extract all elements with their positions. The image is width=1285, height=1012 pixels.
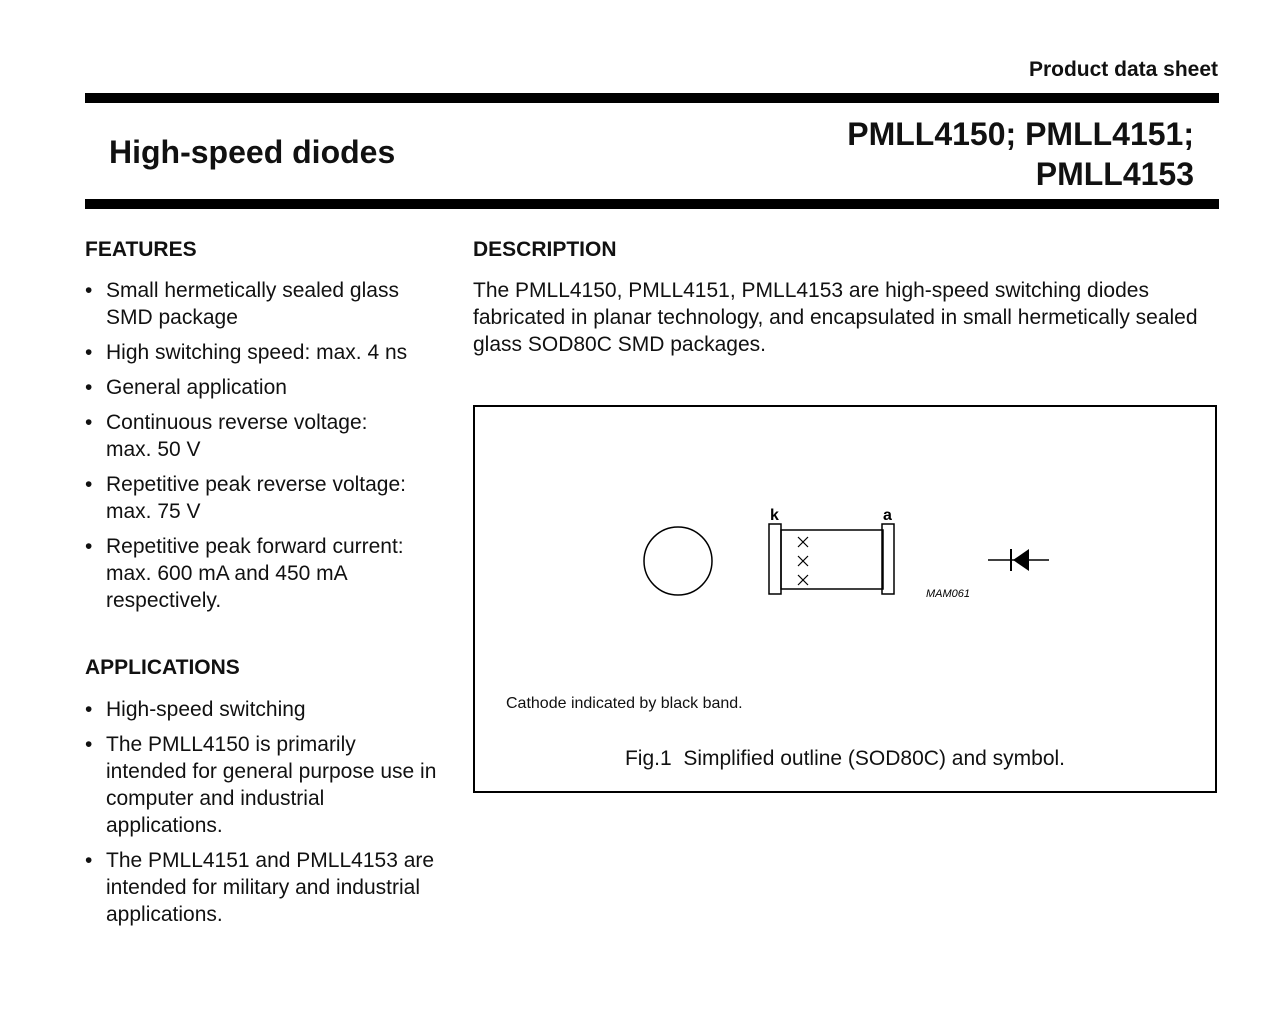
- list-item-line: applications.: [106, 903, 223, 926]
- list-item-line: Repetitive peak forward current:: [106, 535, 404, 558]
- applications-list: [85, 696, 465, 936]
- list-item-line: High-speed switching: [106, 698, 306, 721]
- bottom-rule: [85, 199, 1219, 209]
- list-item: [85, 277, 465, 331]
- pin-k-label: k: [770, 507, 779, 524]
- list-item-line: applications.: [106, 814, 223, 837]
- description-line: glass SOD80C SMD packages.: [473, 333, 766, 356]
- bullet-icon: •: [85, 341, 93, 364]
- description-heading: DESCRIPTION: [473, 238, 617, 261]
- list-item-line: computer and industrial: [106, 787, 325, 810]
- page-title: High-speed diodes: [109, 134, 396, 170]
- figure-box: [473, 405, 1217, 793]
- list-item-line: respectively.: [106, 589, 222, 612]
- part-numbers-line1: PMLL4150; PMLL4151;: [847, 116, 1194, 152]
- figure-note: Cathode indicated by black band.: [506, 695, 743, 712]
- cross-marks-icon: [798, 537, 808, 585]
- top-rule: [85, 93, 1219, 103]
- part-numbers: [847, 114, 1194, 194]
- list-item-line: Repetitive peak reverse voltage:: [106, 473, 406, 496]
- doc-type-label: Product data sheet: [1028, 58, 1218, 81]
- list-item-line: intended for military and industrial: [106, 876, 420, 899]
- list-item: [85, 731, 465, 839]
- bullet-icon: •: [85, 698, 93, 721]
- list-item: [85, 409, 465, 463]
- list-item-line: High switching speed: max. 4 ns: [106, 341, 408, 364]
- description-line: fabricated in planar technology, and encapsulated in small hermetically sealed: [473, 306, 1198, 329]
- features-heading: FEATURES: [85, 238, 197, 261]
- list-item: [85, 471, 465, 525]
- bullet-icon: •: [85, 411, 93, 434]
- list-item-line: General application: [106, 376, 287, 399]
- list-item-line: max. 75 V: [106, 500, 201, 523]
- list-item-line: SMD package: [106, 306, 238, 329]
- bullet-icon: •: [85, 849, 93, 872]
- description-line: The PMLL4150, PMLL4151, PMLL4153 are high-speed switching diodes: [473, 279, 1149, 302]
- figure-caption: Fig.1 Simplified outline (SOD80C) and symbol.: [624, 747, 1065, 770]
- list-item-line: intended for general purpose use in: [106, 760, 437, 783]
- pin-a-label: a: [883, 507, 892, 524]
- package-side-view: [769, 524, 894, 594]
- list-item-line: max. 600 mA and 450 mA: [106, 562, 348, 585]
- list-item: [85, 339, 465, 366]
- package-body: [781, 530, 883, 589]
- package-end-view: [644, 527, 712, 595]
- anode-cap: [882, 524, 894, 594]
- list-item: [85, 533, 465, 614]
- list-item-line: The PMLL4151 and PMLL4153 are: [106, 849, 435, 872]
- description-text: [473, 277, 1223, 358]
- bullet-icon: •: [85, 733, 93, 756]
- bullet-icon: •: [85, 376, 93, 399]
- list-item: [85, 374, 465, 401]
- list-item-line: Continuous reverse voltage:: [106, 411, 368, 434]
- list-item-line: max. 50 V: [106, 438, 201, 461]
- figure-code: MAM061: [926, 588, 971, 600]
- list-item-line: Small hermetically sealed glass: [106, 279, 399, 302]
- diode-symbol-icon: [988, 549, 1049, 571]
- figure-drawing: [475, 407, 1215, 791]
- bullet-icon: •: [85, 473, 93, 496]
- features-list: [85, 277, 465, 622]
- list-item: [85, 696, 465, 723]
- list-item-line: The PMLL4150 is primarily: [106, 733, 356, 756]
- cathode-band: [769, 524, 781, 594]
- applications-heading: APPLICATIONS: [85, 656, 240, 679]
- bullet-icon: •: [85, 535, 93, 558]
- list-item: [85, 847, 465, 928]
- part-numbers-line2: PMLL4153: [1035, 156, 1194, 192]
- bullet-icon: •: [85, 279, 93, 302]
